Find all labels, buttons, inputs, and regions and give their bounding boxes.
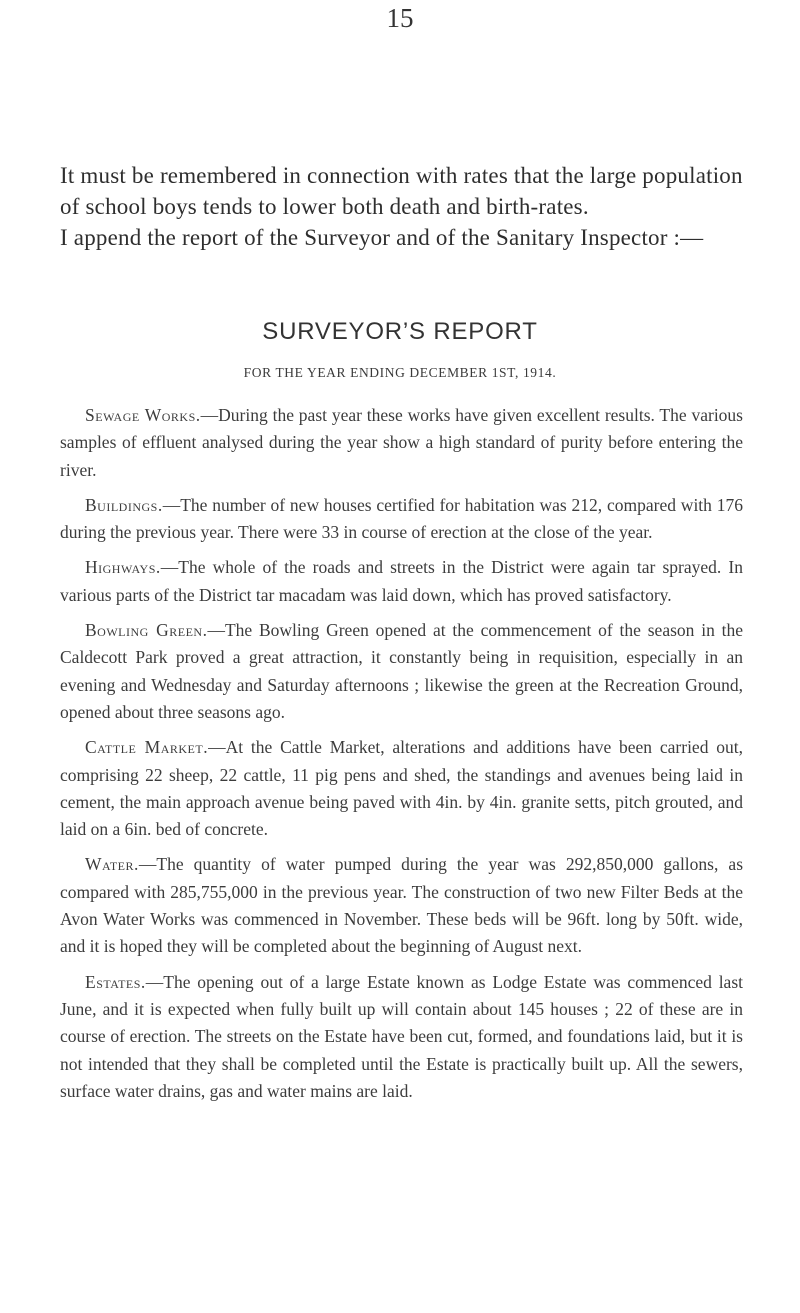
section-text: —The whole of the roads and streets in the District were again tar sprayed. In various parts of the District tar macadam was laid down, which has proved satisfactory. — [60, 557, 743, 605]
section-heading: Bowling Green. — [85, 620, 208, 641]
section-text: —At the Cattle Market, alterations and additions have been carried out, comprising 22 sheep, 22 cattle, 11 pig pens and shed, the standings and avenues being laid in cement, the main approach avenue being paved with 4in. by 4in. granite setts, pitch grouted, and laid on a 6in. bed of concrete. — [60, 737, 743, 840]
section-text: —The Bowling Green opened at the commencement of the season in the Caldecott Park proved a great attraction, it constantly being in requisition, especially in an evening and Wednesday and Saturday afternoons ; likewise the green at the Recreation Ground, opened about three seasons ago. — [60, 620, 743, 722]
section-text: —The quantity of water pumped during the year was 292,850,000 gallons, as compared with 285,755,000 in the previous year. The construction of two new Filter Beds at the Avon Water Works was commenced in November. These beds will be 96ft. long by 50ft. wide, and it is hoped they will be completed about the beginning of August next. — [60, 854, 743, 957]
section-estates — [60, 969, 743, 1105]
intro-paragraph-1 — [60, 160, 743, 222]
intro-text — [60, 160, 743, 253]
section-text: —The opening out of a large Estate known as Lodge Estate was commenced last June, and it is expected when fully built up will contain about 145 houses ; 22 of these are in course of erection. The streets on the Estate have been cut, formed, and foundations laid, but it is not intended that they shall be completed until the Estate is practically built up. All the sewers, surface water drains, gas and water mains are laid. — [60, 971, 743, 1101]
section-heading: Buildings. — [85, 494, 163, 515]
section-cattle-market — [60, 734, 743, 843]
section-water — [60, 851, 743, 960]
report-subtitle — [0, 365, 800, 382]
section-buildings — [60, 492, 743, 547]
section-heading: Cattle Market. — [85, 737, 209, 758]
section-heading: Water. — [85, 854, 139, 875]
section-highways — [60, 554, 743, 609]
report-title: SURVEYOR’S REPORT — [262, 318, 538, 345]
intro-paragraph-2 — [60, 222, 743, 253]
page-number: 15 — [386, 3, 414, 33]
section-sewage-works — [60, 402, 743, 484]
report-body — [60, 402, 743, 1113]
section-heading: Highways. — [85, 557, 161, 578]
section-heading: Estates. — [85, 971, 146, 992]
section-text: —During the past year these works have given excellent results. The various samples of effluent analysed during the year show a high standard of purity before entering the river. — [60, 405, 743, 480]
report-subtitle-text: FOR THE YEAR ENDING DECEMBER 1ST, 1914. — [243, 365, 557, 380]
section-bowling-green — [60, 617, 743, 726]
intro-paragraph-2-text: I append the report of the Surveyor and of the Sanitary Inspector :— — [60, 225, 704, 250]
intro-paragraph-1-text: It must be remembered in connection with rates that the large population of school boys tends to lower both death and birth-rates. — [60, 163, 743, 219]
section-text: —The number of new houses certified for habitation was 212, compared with 176 during the previous year. There were 33 in course of erection at the close of the year. — [60, 494, 743, 543]
section-heading: Sewage Works. — [85, 405, 201, 425]
